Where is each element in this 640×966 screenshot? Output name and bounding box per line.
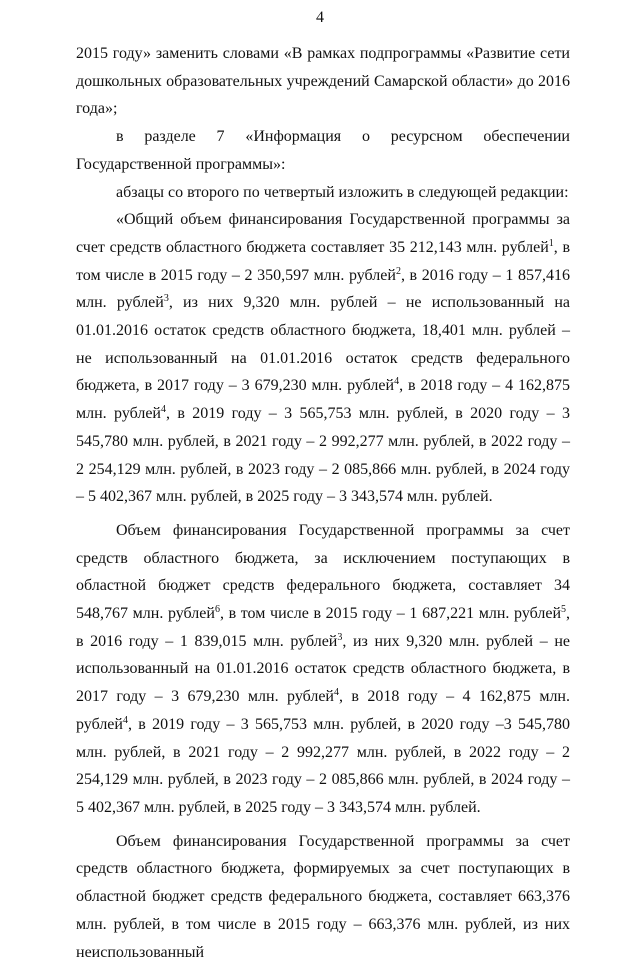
text-segment: Объем финансирования Государственной программы за счет средств областного бюджета, за исключением поступающих в областной бюджет средств федерального бюджета, составляет 34 548,767 млн. рублей xyxy=(76,521,570,623)
text-segment: , в 2018 году – 4 162,875 млн. рублей xyxy=(76,688,570,733)
document-body xyxy=(76,40,570,966)
paragraph-total-financing xyxy=(76,206,570,511)
text-segment: , в том числе в 2015 году – 2 350,597 млн. рублей xyxy=(76,238,570,284)
paragraph-instruction: абзацы со второго по четвертый изложить в следующей редакции: xyxy=(116,183,569,201)
footnote-ref: 5 xyxy=(561,604,567,616)
footnote-ref: 4 xyxy=(161,404,166,416)
paragraph-amendment-continuation: 2015 году» заменить словами «В рамках подпрограммы «Развитие сети дошкольных образовательных учреждений Самарской области» до 2016 года»; xyxy=(76,45,570,118)
footnote-ref: 3 xyxy=(163,293,169,305)
footnote-ref: 4 xyxy=(334,687,339,699)
text-segment: , в том числе в 2015 году – 1 687,221 млн. рублей xyxy=(219,605,562,623)
paragraph-federal-budget-financing: Объем финансирования Государственной программы за счет средств областного бюджета, формируемых за счет поступающих в областной бюджет средств федерального бюджета, составляет 663,376 млн. рублей, в том числе в 2015 году – 663,376 млн. рублей, из них неиспользованный xyxy=(76,832,570,961)
footnote-ref: 4 xyxy=(122,714,128,726)
paragraph-section-7: в разделе 7 «Информация о ресурсном обеспечении Государственной программы»: xyxy=(76,128,570,173)
footnote-ref: 1 xyxy=(548,237,554,249)
text-segment: , в 2016 году – 1 839,015 млн. рублей xyxy=(76,605,571,650)
text-segment: , в 2019 году – 3 565,753 млн. рублей, в 2020 году –3 545,780 млн. рублей, в 2021 году – 2 992,277 млн. рублей, в 2022 году – 2 254,129 млн. рублей, в 2023 году – 2 085,866 млн. рублей, в 2024 году – 5 402,367 млн. рублей, в 2025 году – 3 343,574 млн. рублей. xyxy=(76,715,570,816)
text-segment: «Общий объем финансирования Государственной программы за счет средств областного бюджета составляет 35 212,143 млн. рублей xyxy=(76,211,570,256)
footnote-ref: 3 xyxy=(337,631,343,643)
footnote-ref: 2 xyxy=(395,265,401,277)
text-segment: , из них 9,320 млн. рублей – не использованный на 01.01.2016 остаток средств областного бюджета, в 2017 году – 3 679,230 млн. рублей xyxy=(76,632,570,706)
text-segment: , в 2016 году – 1 857,416 млн. рублей xyxy=(76,266,570,312)
footnote-ref: 4 xyxy=(394,376,400,388)
footnote-ref: 6 xyxy=(214,604,220,616)
text-segment: , в 2019 году – 3 565,753 млн. рублей, в 2020 году – 3 545,780 млн. рублей, в 2021 году – 2 992,277 млн. рублей, в 2022 году – 2 254,129 млн. рублей, в 2023 году – 2 085,866 млн. рублей, в 2024 году – 5 402,367 млн. рублей, в 2025 году – 3 343,574 млн. рублей. xyxy=(76,405,571,506)
page-number: 4 xyxy=(316,9,324,26)
paragraph-regional-budget-financing xyxy=(76,517,570,822)
text-segment: , из них 9,320 млн. рублей – не использованный на 01.01.2016 остаток средств областного бюджета, 18,401 млн. рублей – не использованный на 01.01.2016 остаток средств федерального бюджета, в 2017 году – 3 679,230 млн. рублей xyxy=(76,294,570,395)
text-segment: , в 2018 году – 4 162,875 млн. рублей xyxy=(76,377,570,423)
